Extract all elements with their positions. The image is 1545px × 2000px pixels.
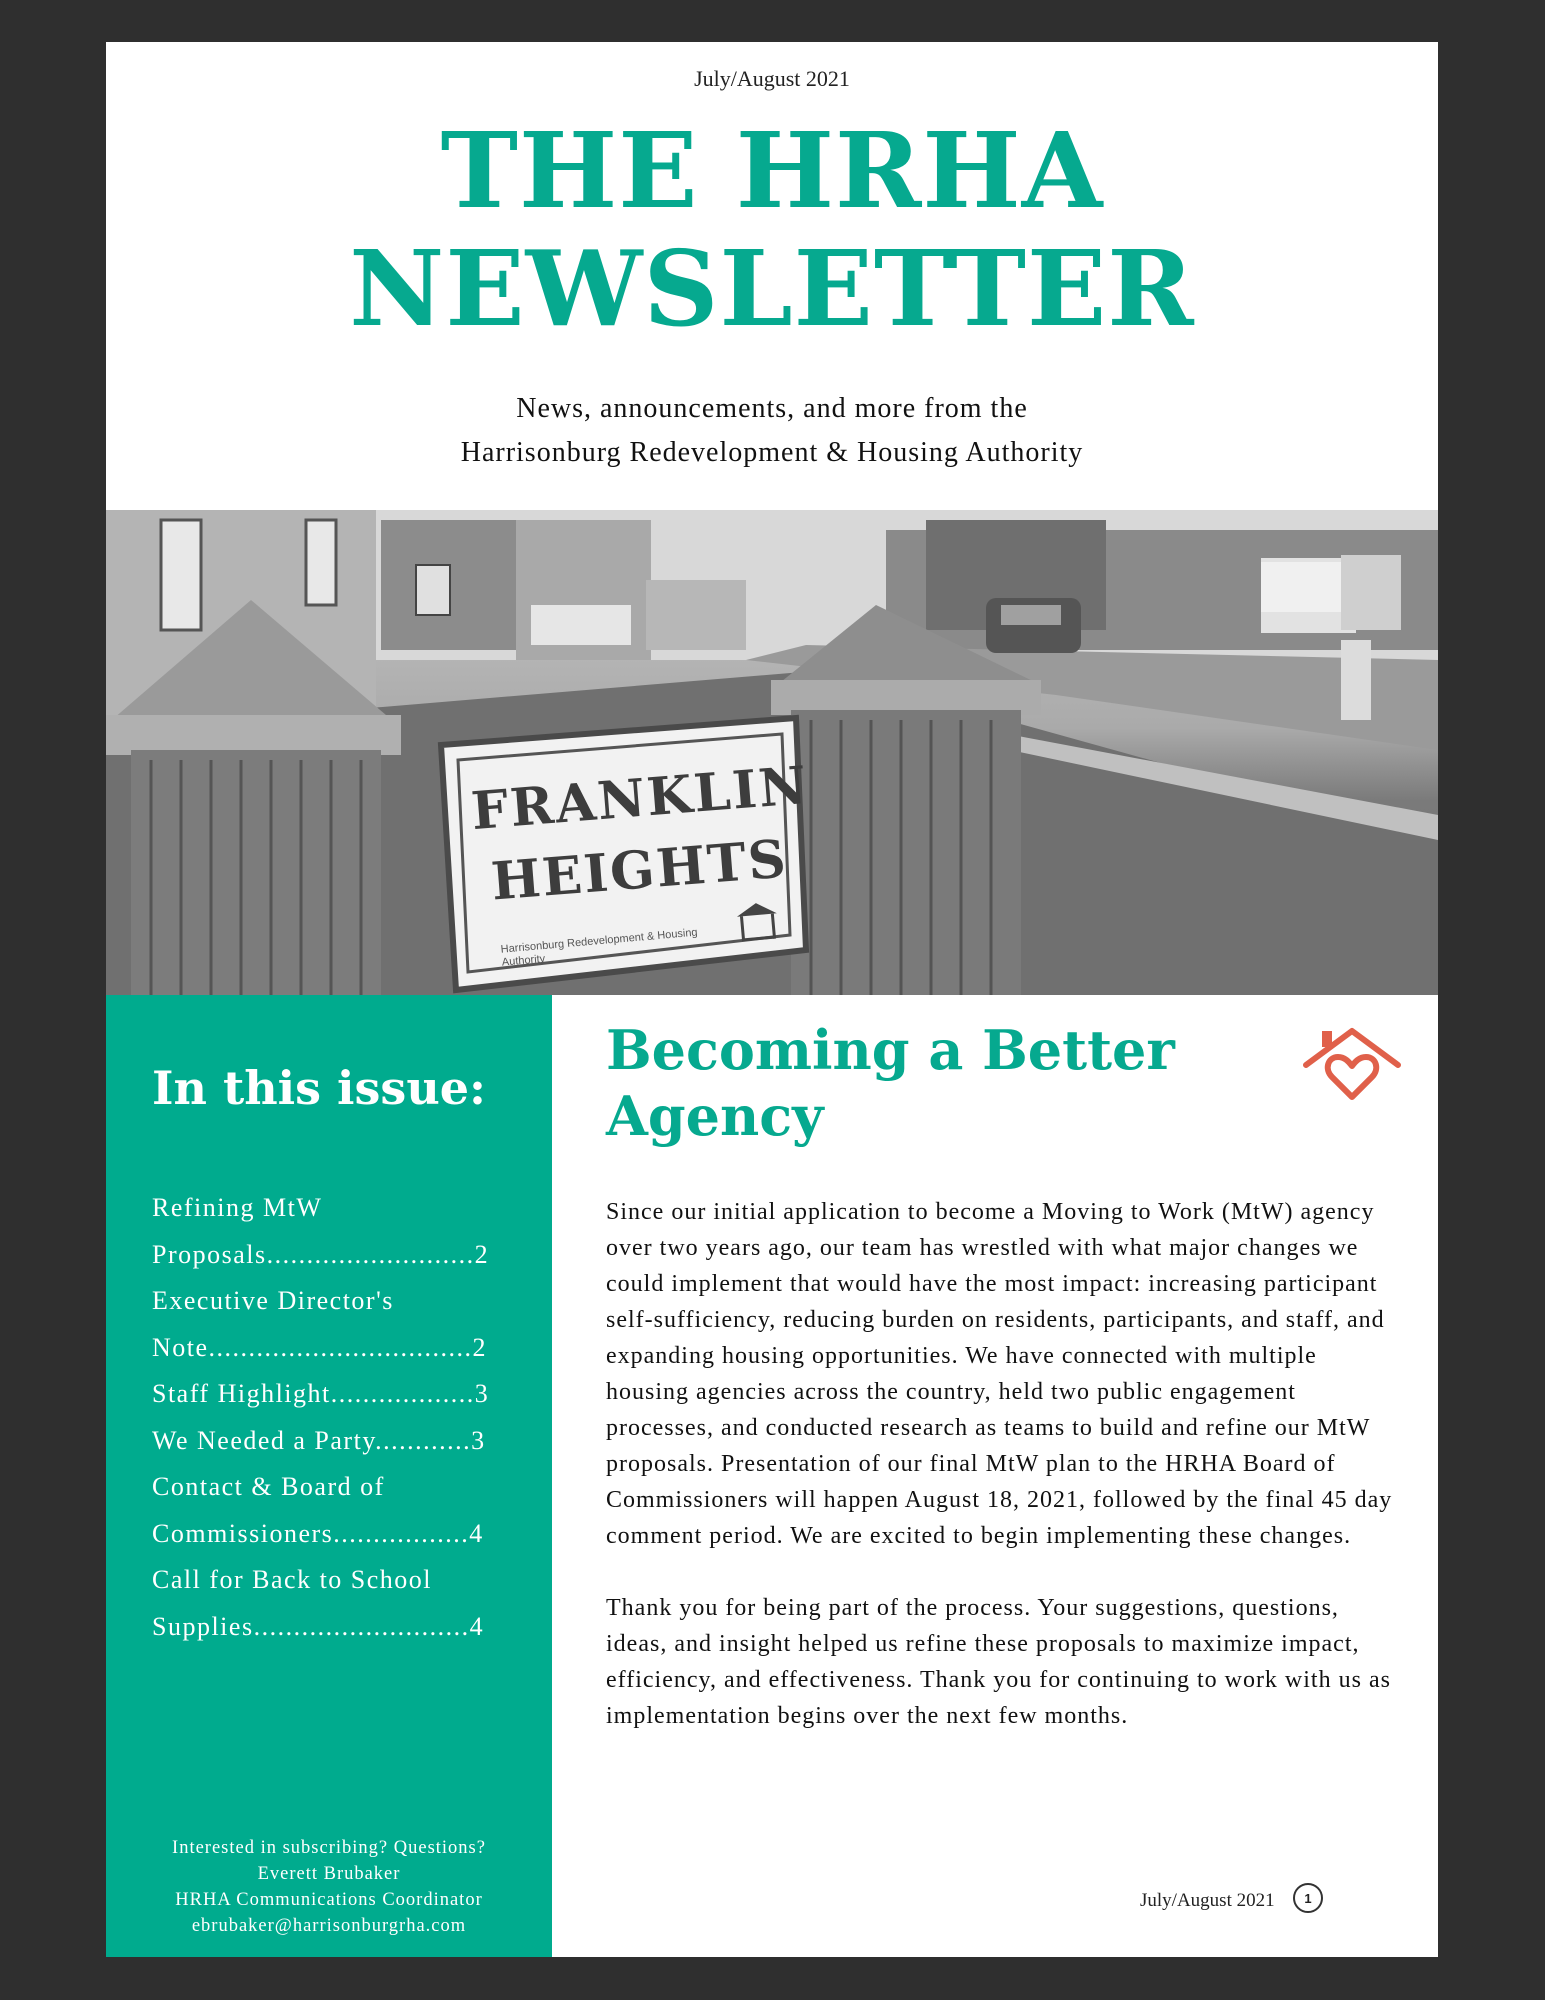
house-heart-icon xyxy=(1302,1025,1402,1105)
table-of-contents xyxy=(152,1185,512,1650)
issue-date: July/August 2021 xyxy=(694,66,850,91)
toc-item-staff-highlight[interactable]: Staff Highlight..................3 xyxy=(152,1379,490,1408)
contact-email[interactable]: ebrubaker@harrisonburgrha.com xyxy=(191,1916,467,1936)
toc-item-executive-directors-note[interactable]: Executive Director's Note.................................2 xyxy=(152,1286,488,1362)
toc-item-refining-mtw[interactable]: Refining MtW Proposals..........................2 xyxy=(152,1193,490,1269)
newsletter-subtitle xyxy=(106,387,1438,475)
contact-name: Everett Brubaker xyxy=(257,1864,401,1884)
title-line-1: THE HRHA xyxy=(440,109,1104,232)
main-article xyxy=(606,995,1406,1957)
sign-text-franklin: FRANKLIN xyxy=(469,754,811,843)
newsletter-title xyxy=(106,109,1438,350)
contact-question: Interested in subscribing? Questions? xyxy=(172,1838,486,1858)
contact-block xyxy=(106,1835,552,1939)
contact-role: HRHA Communications Coordinator xyxy=(175,1890,483,1910)
subtitle-line-2: Harrisonburg Redevelopment & Housing Authority xyxy=(460,437,1084,468)
footer-date: July/August 2021 xyxy=(1140,1890,1275,1911)
toc-item-back-to-school[interactable]: Call for Back to School Supplies...........................4 xyxy=(152,1565,485,1641)
issue-sidebar xyxy=(106,995,552,1957)
article-body xyxy=(606,1194,1396,1770)
newsletter-page xyxy=(106,42,1438,1957)
toc-item-contact-board[interactable]: Contact & Board of Commissioners.................4 xyxy=(152,1472,484,1548)
title-line-2: NEWSLETTER xyxy=(349,227,1195,350)
subtitle-line-1: News, announcements, and more from the xyxy=(516,393,1028,424)
sign-text-heights: HEIGHTS xyxy=(489,828,790,913)
page-number-badge: 1 xyxy=(1293,1883,1323,1913)
equal-housing-icon xyxy=(740,914,776,942)
article-title: Becoming a Better Agency xyxy=(606,1018,1175,1148)
toc-item-we-needed-a-party[interactable]: We Needed a Party............3 xyxy=(152,1425,486,1455)
article-paragraph-1: Since our initial application to become a Moving to Work (MtW) agency over two years ago, our team has wrestled with what major changes we could implement that would have the most impact: increasing participant self-sufficiency, reducing burden on residents, participants, and staff, and expanding housing opportunities. We have connected with multiple housing agencies across the country, held two public engagement processes, and conducted research as teams to build and refine our MtW proposals. Presentation of our final MtW plan to the HRHA Board of Commissioners will happen August 18, 2021, followed by the final 45 day comment period. We are excited to begin implementing these changes. xyxy=(606,1199,1393,1549)
article-paragraph-2: Thank you for being part of the process. Your suggestions, questions, ideas, and insight helped us refine these proposals to maximize impact, efficiency, and effectiveness. Thank you for continuing to work with us as implementation begins over the next few months. xyxy=(606,1595,1391,1729)
sidebar-heading: In this issue: xyxy=(152,1061,487,1115)
franklin-heights-photo xyxy=(106,510,1438,995)
sign-organization-text: Harrisonburg Redevelopment & Housing Authority xyxy=(500,926,699,969)
